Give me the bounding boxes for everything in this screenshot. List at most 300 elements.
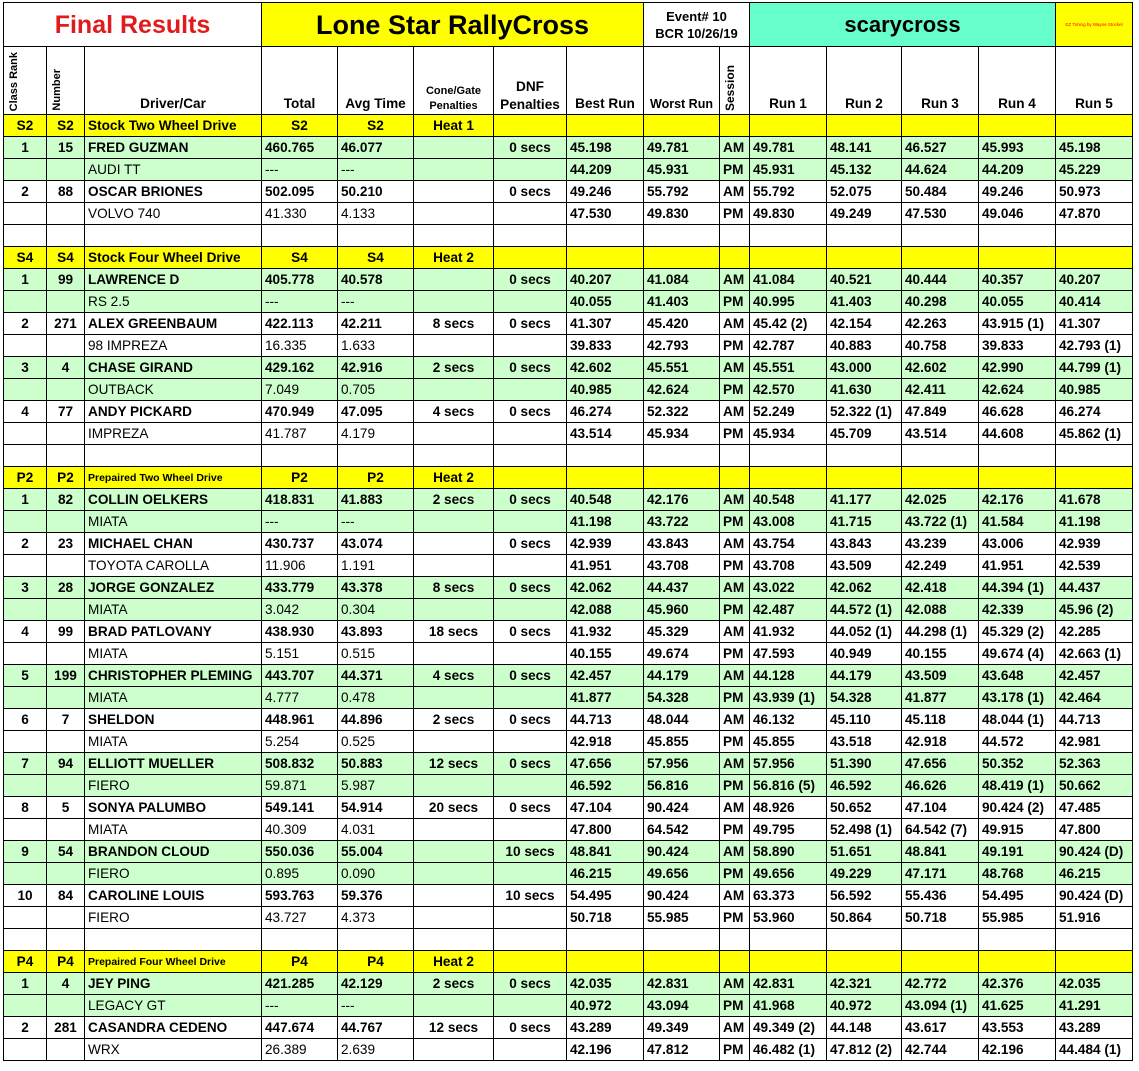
run-4: 42.196 bbox=[979, 1039, 1056, 1061]
worst-run: 52.322 bbox=[644, 401, 720, 423]
run-2: 50.864 bbox=[827, 907, 902, 929]
run-4: 43.553 bbox=[979, 1017, 1056, 1039]
empty-cell bbox=[494, 929, 567, 951]
run-3: 42.602 bbox=[902, 357, 979, 379]
empty-cell bbox=[47, 511, 85, 533]
class-code: S4 bbox=[4, 247, 47, 269]
run-2: 48.141 bbox=[827, 137, 902, 159]
run-4: 55.985 bbox=[979, 907, 1056, 929]
session: AM bbox=[720, 489, 750, 511]
run-2: 49.249 bbox=[827, 203, 902, 225]
empty-cell bbox=[644, 929, 720, 951]
gap-total: 41.787 bbox=[262, 423, 338, 445]
empty-cell bbox=[750, 247, 827, 269]
run-5: 42.663 (1) bbox=[1056, 643, 1133, 665]
car-number: 199 bbox=[47, 665, 85, 687]
empty-cell bbox=[494, 159, 567, 181]
run-5: 42.539 bbox=[1056, 555, 1133, 577]
run-5: 41.307 bbox=[1056, 313, 1133, 335]
best-run: 46.215 bbox=[567, 863, 644, 885]
run-2: 44.148 bbox=[827, 1017, 902, 1039]
run-4: 42.176 bbox=[979, 489, 1056, 511]
gap-avg: --- bbox=[338, 995, 414, 1017]
run-3: 41.877 bbox=[902, 687, 979, 709]
worst-run: 57.956 bbox=[644, 753, 720, 775]
session: PM bbox=[720, 907, 750, 929]
gap-avg: --- bbox=[338, 291, 414, 313]
run-4: 46.628 bbox=[979, 401, 1056, 423]
run-1: 45.42 (2) bbox=[750, 313, 827, 335]
session: AM bbox=[720, 885, 750, 907]
empty-cell bbox=[47, 687, 85, 709]
run-5: 42.793 (1) bbox=[1056, 335, 1133, 357]
car-name: MIATA bbox=[85, 687, 262, 709]
empty-cell bbox=[494, 225, 567, 247]
run-5: 42.457 bbox=[1056, 665, 1133, 687]
worst-run: 55.985 bbox=[644, 907, 720, 929]
gap-avg: 0.515 bbox=[338, 643, 414, 665]
spacer-row bbox=[4, 929, 1133, 951]
run-5: 43.289 bbox=[1056, 1017, 1133, 1039]
driver-row-am bbox=[4, 577, 1133, 599]
run-4: 39.833 bbox=[979, 335, 1056, 357]
run-1: 55.792 bbox=[750, 181, 827, 203]
driver-row-pm bbox=[4, 995, 1133, 1017]
timing-credit: EZ Timing by Wayne Stockel bbox=[1056, 3, 1133, 47]
total-time: 502.095 bbox=[262, 181, 338, 203]
run-5: 41.291 bbox=[1056, 995, 1133, 1017]
best-run: 40.155 bbox=[567, 643, 644, 665]
worst-run: 64.542 bbox=[644, 819, 720, 841]
empty-cell bbox=[47, 423, 85, 445]
col-worst-run: Worst Run bbox=[644, 47, 720, 115]
driver-name: ANDY PICKARD bbox=[85, 401, 262, 423]
driver-row-am bbox=[4, 753, 1133, 775]
run-4: 48.044 (1) bbox=[979, 709, 1056, 731]
class-name: Stock Two Wheel Drive bbox=[85, 115, 262, 137]
run-3: 40.758 bbox=[902, 335, 979, 357]
car-number: 15 bbox=[47, 137, 85, 159]
driver-row-am bbox=[4, 313, 1133, 335]
run-1: 46.482 (1) bbox=[750, 1039, 827, 1061]
total-time: 430.737 bbox=[262, 533, 338, 555]
run-4: 43.006 bbox=[979, 533, 1056, 555]
class-rank: 5 bbox=[4, 665, 47, 687]
run-1: 45.934 bbox=[750, 423, 827, 445]
run-4: 48.768 bbox=[979, 863, 1056, 885]
dnf-penalties: 0 secs bbox=[494, 753, 567, 775]
run-5: 47.800 bbox=[1056, 819, 1133, 841]
driver-name: JEY PING bbox=[85, 973, 262, 995]
run-2: 42.062 bbox=[827, 577, 902, 599]
car-number: 23 bbox=[47, 533, 85, 555]
run-1: 43.022 bbox=[750, 577, 827, 599]
worst-run: 49.674 bbox=[644, 643, 720, 665]
gap-avg: --- bbox=[338, 511, 414, 533]
empty-cell bbox=[4, 1039, 47, 1061]
class-name: Prepaired Two Wheel Drive bbox=[85, 467, 262, 489]
event-info: Event# 10 BCR 10/26/19 bbox=[644, 3, 750, 47]
best-run: 40.972 bbox=[567, 995, 644, 1017]
dnf-penalties: 0 secs bbox=[494, 577, 567, 599]
driver-row-am bbox=[4, 665, 1133, 687]
empty-cell bbox=[827, 467, 902, 489]
run-4: 54.495 bbox=[979, 885, 1056, 907]
driver-row-pm bbox=[4, 599, 1133, 621]
run-4: 44.572 bbox=[979, 731, 1056, 753]
empty-cell bbox=[494, 511, 567, 533]
gap-total: 41.330 bbox=[262, 203, 338, 225]
col-run-1: Run 1 bbox=[750, 47, 827, 115]
best-run: 50.718 bbox=[567, 907, 644, 929]
driver-row-pm bbox=[4, 555, 1133, 577]
avg-time: 42.129 bbox=[338, 973, 414, 995]
empty-cell bbox=[414, 445, 494, 467]
empty-cell bbox=[47, 555, 85, 577]
empty-cell bbox=[494, 379, 567, 401]
empty-cell bbox=[414, 907, 494, 929]
empty-cell bbox=[494, 687, 567, 709]
spacer-row bbox=[4, 445, 1133, 467]
session: AM bbox=[720, 313, 750, 335]
class-code: P2 bbox=[4, 467, 47, 489]
empty-cell bbox=[47, 643, 85, 665]
best-run: 44.209 bbox=[567, 159, 644, 181]
gap-total: --- bbox=[262, 511, 338, 533]
empty-cell bbox=[720, 225, 750, 247]
empty-cell bbox=[567, 929, 644, 951]
dnf-penalties: 0 secs bbox=[494, 797, 567, 819]
empty-cell bbox=[567, 445, 644, 467]
session: AM bbox=[720, 665, 750, 687]
gap-total: 16.335 bbox=[262, 335, 338, 357]
empty-cell bbox=[720, 929, 750, 951]
session: AM bbox=[720, 621, 750, 643]
session: PM bbox=[720, 1039, 750, 1061]
car-name: LEGACY GT bbox=[85, 995, 262, 1017]
driver-name: MICHAEL CHAN bbox=[85, 533, 262, 555]
empty-cell bbox=[47, 203, 85, 225]
session: AM bbox=[720, 357, 750, 379]
run-1: 53.960 bbox=[750, 907, 827, 929]
empty-cell bbox=[4, 687, 47, 709]
session: AM bbox=[720, 973, 750, 995]
dnf-penalties: 10 secs bbox=[494, 841, 567, 863]
empty-cell bbox=[414, 423, 494, 445]
avg-time: 43.378 bbox=[338, 577, 414, 599]
cone-penalties bbox=[414, 885, 494, 907]
col-driver-car: Driver/Car bbox=[85, 47, 262, 115]
session: PM bbox=[720, 643, 750, 665]
run-1: 48.926 bbox=[750, 797, 827, 819]
car-number: 271 bbox=[47, 313, 85, 335]
empty-cell bbox=[4, 775, 47, 797]
total-time: 421.285 bbox=[262, 973, 338, 995]
empty-cell bbox=[47, 775, 85, 797]
gap-avg: 5.987 bbox=[338, 775, 414, 797]
run-1: 42.831 bbox=[750, 973, 827, 995]
worst-run: 45.931 bbox=[644, 159, 720, 181]
session: AM bbox=[720, 709, 750, 731]
total-time: 438.930 bbox=[262, 621, 338, 643]
empty-cell bbox=[4, 731, 47, 753]
dnf-penalties: 10 secs bbox=[494, 885, 567, 907]
gap-total: 5.254 bbox=[262, 731, 338, 753]
empty-cell bbox=[338, 445, 414, 467]
session: PM bbox=[720, 423, 750, 445]
run-5: 45.862 (1) bbox=[1056, 423, 1133, 445]
run-5: 45.229 bbox=[1056, 159, 1133, 181]
empty-cell bbox=[4, 599, 47, 621]
empty-cell bbox=[4, 819, 47, 841]
gap-total: 43.727 bbox=[262, 907, 338, 929]
run-5: 42.939 bbox=[1056, 533, 1133, 555]
driver-name: JORGE GONZALEZ bbox=[85, 577, 262, 599]
run-5: 47.485 bbox=[1056, 797, 1133, 819]
gap-total: --- bbox=[262, 995, 338, 1017]
run-1: 42.787 bbox=[750, 335, 827, 357]
avg-time: 50.883 bbox=[338, 753, 414, 775]
empty-cell bbox=[47, 599, 85, 621]
empty-cell bbox=[902, 467, 979, 489]
avg-time: 55.004 bbox=[338, 841, 414, 863]
empty-cell bbox=[262, 929, 338, 951]
empty-cell bbox=[644, 225, 720, 247]
empty-cell bbox=[47, 159, 85, 181]
run-3: 42.025 bbox=[902, 489, 979, 511]
class-code: P4 bbox=[338, 951, 414, 973]
empty-cell bbox=[262, 225, 338, 247]
run-5: 46.215 bbox=[1056, 863, 1133, 885]
cone-penalties bbox=[414, 181, 494, 203]
best-run: 42.918 bbox=[567, 731, 644, 753]
car-number: 4 bbox=[47, 973, 85, 995]
run-4: 49.191 bbox=[979, 841, 1056, 863]
driver-name: CAROLINE LOUIS bbox=[85, 885, 262, 907]
cone-penalties: 20 secs bbox=[414, 797, 494, 819]
driver-row-am bbox=[4, 401, 1133, 423]
dnf-penalties: 0 secs bbox=[494, 313, 567, 335]
worst-run: 43.843 bbox=[644, 533, 720, 555]
session: PM bbox=[720, 731, 750, 753]
worst-run: 41.403 bbox=[644, 291, 720, 313]
col-run-4: Run 4 bbox=[979, 47, 1056, 115]
run-3: 43.722 (1) bbox=[902, 511, 979, 533]
avg-time: 43.893 bbox=[338, 621, 414, 643]
driver-row-pm bbox=[4, 775, 1133, 797]
cone-penalties bbox=[414, 841, 494, 863]
car-name: RS 2.5 bbox=[85, 291, 262, 313]
empty-cell bbox=[47, 995, 85, 1017]
gap-avg: 0.090 bbox=[338, 863, 414, 885]
avg-time: 40.578 bbox=[338, 269, 414, 291]
session: AM bbox=[720, 269, 750, 291]
empty-cell bbox=[4, 643, 47, 665]
class-rank: 1 bbox=[4, 137, 47, 159]
col-cone-penalties: Cone/Gate Penalties bbox=[414, 47, 494, 115]
gap-avg: 4.031 bbox=[338, 819, 414, 841]
empty-cell bbox=[85, 225, 262, 247]
run-3: 45.118 bbox=[902, 709, 979, 731]
empty-cell bbox=[414, 159, 494, 181]
run-3: 55.436 bbox=[902, 885, 979, 907]
run-4: 41.951 bbox=[979, 555, 1056, 577]
car-name: OUTBACK bbox=[85, 379, 262, 401]
class-rank: 2 bbox=[4, 1017, 47, 1039]
run-4: 42.376 bbox=[979, 973, 1056, 995]
class-name: Stock Four Wheel Drive bbox=[85, 247, 262, 269]
gap-avg: 1.191 bbox=[338, 555, 414, 577]
total-time: 470.949 bbox=[262, 401, 338, 423]
run-3: 44.298 (1) bbox=[902, 621, 979, 643]
car-name: FIERO bbox=[85, 907, 262, 929]
class-rank: 7 bbox=[4, 753, 47, 775]
run-3: 42.418 bbox=[902, 577, 979, 599]
empty-cell bbox=[827, 929, 902, 951]
run-4: 43.648 bbox=[979, 665, 1056, 687]
session: AM bbox=[720, 577, 750, 599]
run-2: 43.000 bbox=[827, 357, 902, 379]
empty-cell bbox=[414, 863, 494, 885]
driver-row-pm bbox=[4, 731, 1133, 753]
car-number: 84 bbox=[47, 885, 85, 907]
run-4: 42.624 bbox=[979, 379, 1056, 401]
run-2: 40.949 bbox=[827, 643, 902, 665]
worst-run: 43.094 bbox=[644, 995, 720, 1017]
empty-cell bbox=[414, 555, 494, 577]
results-table bbox=[3, 2, 1133, 1061]
class-code: S4 bbox=[338, 247, 414, 269]
run-5: 45.198 bbox=[1056, 137, 1133, 159]
car-name: MIATA bbox=[85, 599, 262, 621]
session: PM bbox=[720, 511, 750, 533]
run-4: 48.419 (1) bbox=[979, 775, 1056, 797]
empty-cell bbox=[494, 291, 567, 313]
class-code: P2 bbox=[262, 467, 338, 489]
empty-cell bbox=[902, 445, 979, 467]
best-run: 40.207 bbox=[567, 269, 644, 291]
gap-total: 4.777 bbox=[262, 687, 338, 709]
car-name: FIERO bbox=[85, 775, 262, 797]
empty-cell bbox=[644, 115, 720, 137]
worst-run: 49.349 bbox=[644, 1017, 720, 1039]
empty-cell bbox=[85, 929, 262, 951]
empty-cell bbox=[85, 445, 262, 467]
class-code: P4 bbox=[262, 951, 338, 973]
run-5: 40.207 bbox=[1056, 269, 1133, 291]
col-total: Total bbox=[262, 47, 338, 115]
driver-row-pm bbox=[4, 907, 1133, 929]
empty-cell bbox=[494, 423, 567, 445]
col-session: Session bbox=[720, 47, 750, 115]
empty-cell bbox=[414, 731, 494, 753]
total-time: 405.778 bbox=[262, 269, 338, 291]
run-3: 47.530 bbox=[902, 203, 979, 225]
driver-row-pm bbox=[4, 687, 1133, 709]
driver-row-pm bbox=[4, 159, 1133, 181]
best-run: 46.592 bbox=[567, 775, 644, 797]
empty-cell bbox=[494, 247, 567, 269]
run-1: 40.995 bbox=[750, 291, 827, 313]
empty-cell bbox=[827, 951, 902, 973]
empty-cell bbox=[47, 379, 85, 401]
run-2: 41.403 bbox=[827, 291, 902, 313]
worst-run: 45.329 bbox=[644, 621, 720, 643]
run-3: 42.249 bbox=[902, 555, 979, 577]
empty-cell bbox=[414, 511, 494, 533]
session: AM bbox=[720, 533, 750, 555]
empty-cell bbox=[47, 335, 85, 357]
empty-cell bbox=[494, 467, 567, 489]
car-number: 54 bbox=[47, 841, 85, 863]
best-run: 41.307 bbox=[567, 313, 644, 335]
run-4: 41.625 bbox=[979, 995, 1056, 1017]
worst-run: 55.792 bbox=[644, 181, 720, 203]
empty-cell bbox=[414, 775, 494, 797]
empty-cell bbox=[720, 467, 750, 489]
dnf-penalties: 0 secs bbox=[494, 357, 567, 379]
worst-run: 49.781 bbox=[644, 137, 720, 159]
driver-row-am bbox=[4, 181, 1133, 203]
run-5: 50.662 bbox=[1056, 775, 1133, 797]
run-2: 40.972 bbox=[827, 995, 902, 1017]
total-time: 448.961 bbox=[262, 709, 338, 731]
class-rank: 8 bbox=[4, 797, 47, 819]
empty-cell bbox=[47, 225, 85, 247]
driver-row-pm bbox=[4, 1039, 1133, 1061]
best-run: 43.289 bbox=[567, 1017, 644, 1039]
driver-name: CHRISTOPHER PLEMING bbox=[85, 665, 262, 687]
best-run: 41.932 bbox=[567, 621, 644, 643]
run-1: 49.781 bbox=[750, 137, 827, 159]
run-2: 40.521 bbox=[827, 269, 902, 291]
session: PM bbox=[720, 995, 750, 1017]
run-3: 42.918 bbox=[902, 731, 979, 753]
run-3: 44.624 bbox=[902, 159, 979, 181]
empty-cell bbox=[4, 511, 47, 533]
worst-run: 42.624 bbox=[644, 379, 720, 401]
cone-penalties bbox=[414, 137, 494, 159]
cone-penalties: 2 secs bbox=[414, 709, 494, 731]
best-run: 43.514 bbox=[567, 423, 644, 445]
class-code: P2 bbox=[47, 467, 85, 489]
session: AM bbox=[720, 401, 750, 423]
run-2: 45.110 bbox=[827, 709, 902, 731]
empty-cell bbox=[47, 929, 85, 951]
gap-avg: --- bbox=[338, 159, 414, 181]
class-rank: 4 bbox=[4, 401, 47, 423]
run-1: 56.816 (5) bbox=[750, 775, 827, 797]
col-best-run: Best Run bbox=[567, 47, 644, 115]
class-name: Prepaired Four Wheel Drive bbox=[85, 951, 262, 973]
cone-penalties: 12 secs bbox=[414, 1017, 494, 1039]
car-name: VOLVO 740 bbox=[85, 203, 262, 225]
empty-cell bbox=[902, 247, 979, 269]
empty-cell bbox=[4, 291, 47, 313]
run-2: 42.321 bbox=[827, 973, 902, 995]
empty-cell bbox=[1056, 929, 1133, 951]
header-row bbox=[4, 47, 1133, 115]
best-run: 47.530 bbox=[567, 203, 644, 225]
worst-run: 45.855 bbox=[644, 731, 720, 753]
gap-total: 5.151 bbox=[262, 643, 338, 665]
car-number: 28 bbox=[47, 577, 85, 599]
cone-penalties: 4 secs bbox=[414, 665, 494, 687]
session: PM bbox=[720, 203, 750, 225]
empty-cell bbox=[494, 115, 567, 137]
total-time: 549.141 bbox=[262, 797, 338, 819]
empty-cell bbox=[979, 951, 1056, 973]
